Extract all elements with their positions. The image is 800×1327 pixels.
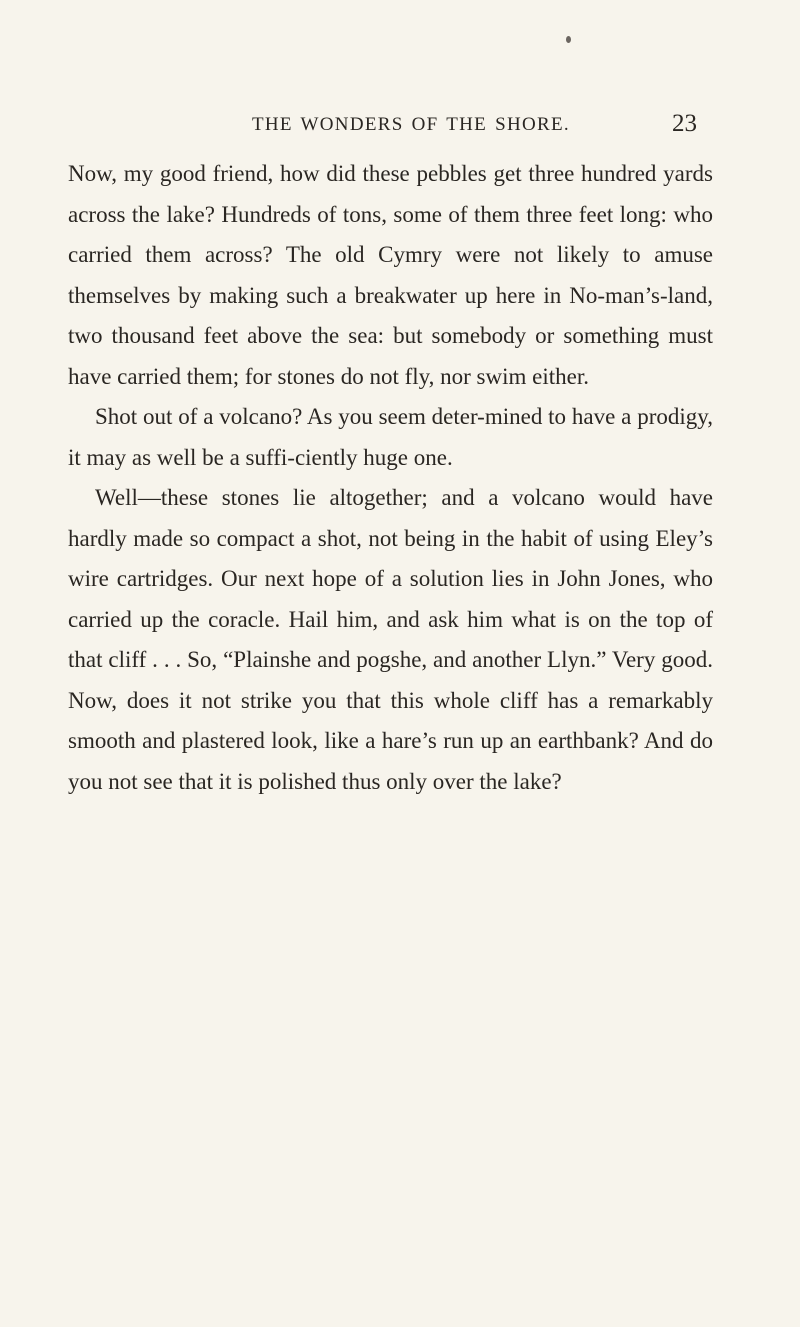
ink-speck <box>566 36 571 43</box>
paragraph-2: Shot out of a volcano? As you seem deter-mined to have a prodigy, it may as well be a suffi-ciently huge one. <box>68 404 713 470</box>
paragraph-1: Now, my good friend, how did these pebbles get three hundred yards across the lake? Hundreds of tons, some of them three feet long: who carried them across? The old Cymry were not likely to amuse themselves by making such a breakwater up here in No-man’s-land, two thousand feet above the sea: but somebody or something must have carried them; for stones do not fly, nor swim either. <box>68 161 713 389</box>
page-number: 23 <box>672 110 697 137</box>
body-text <box>68 154 713 802</box>
paragraph-3: Well—these stones lie altogether; and a volcano would have hardly made so compact a shot, not being in the habit of using Eley’s wire cartridges. Our next hope of a solution lies in John Jones, who carried up the coracle. Hail him, and ask him what is on the top of that cliff . . . So, “Plainshe and pogshe, and another Llyn.” Very good. Now, does it not strike you that this whole cliff has a remarkably smooth and plastered look, like a hare’s run up an earthbank? And do you not see that it is polished thus only over the lake? <box>68 485 713 794</box>
running-head: THE WONDERS OF THE SHORE. <box>252 114 570 135</box>
